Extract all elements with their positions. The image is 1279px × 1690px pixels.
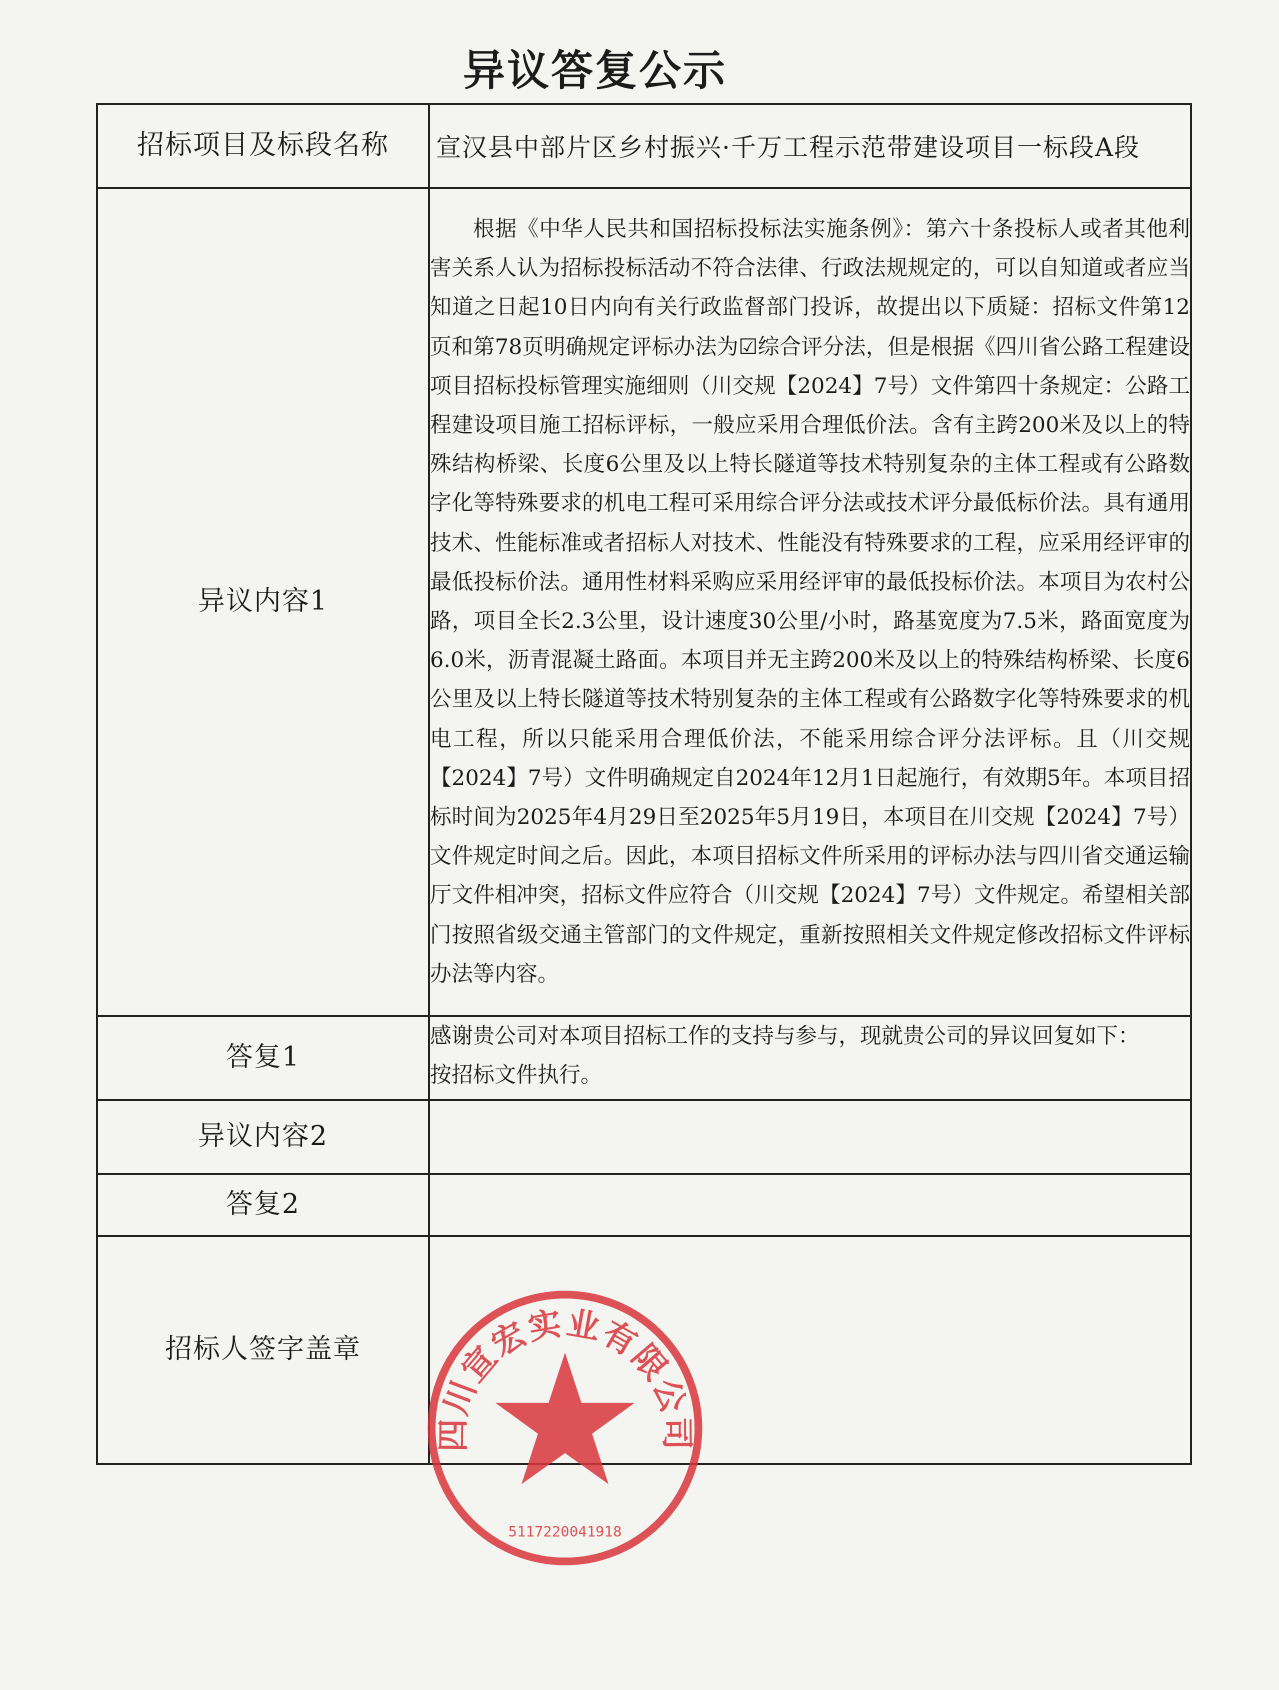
table-row-project (97, 104, 1191, 188)
objection1-text: 根据《中华人民共和国招标投标法实施条例》：第六十条投标人或者其他利害关系人认为招标投标活动不符合法律、行政法规规定的，可以自知道或者应当知道之日起10日内向有关行政监督部门投诉，故提出以下质疑：招标文件第12页和第78页明确规定评标办法为☑综合评分法，但是根据《四川省公路工程建设项目招标投标管理实施细则（川交规【2024】7号）文件第四十条规定：公路工程建设项目施工招标评标，一般应采用合理低价法。含有主跨200米及以上的特殊结构桥梁、长度6公里及以上特长隧道等技术特别复杂的主体工程或有公路数字化等特殊要求的机电工程可采用综合评分法或技术评分最低标价法。具有通用技术、性能标准或者招标人对技术、性能没有特殊要求的工程，应采用经评审的最低投标价法。通用性材料采购应采用经评审的最低投标价法。本项目为农村公路，项目全长2.3公里，设计速度30公里/小时，路基宽度为7.5米，路面宽度为6.0米，沥青混凝土路面。本项目并无主跨200米及以上的特殊结构桥梁、长度6公里及以上特长隧道等技术特别复杂的主体工程或有公路数字化等特殊要求的机电工程，所以只能采用合理低价法，不能采用综合评分法评标。且（川交规【2024】7号）文件明确规定自2024年12月1日起施行，有效期5年。本项目招标时间为2025年4月29日至2025年5月19日，本项目在川交规【2024】7号）文件规定时间之后。因此，本项目招标文件所采用的评标办法与四川省交通运输厅文件相冲突，招标文件应符合（川交规【2024】7号）文件规定。希望相关部门按照省级交通主管部门的文件规定，重新按照相关文件规定修改招标文件评标办法等内容。 (430, 216, 1190, 987)
reply1-line1: 感谢贵公司对本项目招标工作的支持与参与，现就贵公司的异议回复如下： (430, 1024, 1140, 1049)
objection2-label: 异议内容2 (97, 1100, 429, 1174)
reply2-cell (429, 1174, 1191, 1236)
page-title: 异议答复公示 (462, 46, 727, 95)
company-seal (420, 1283, 710, 1573)
seal-star-icon (495, 1353, 634, 1484)
signature-label: 招标人签字盖章 (97, 1236, 429, 1464)
seal-name-text: 四川宣宏实业有限公司 (433, 1303, 697, 1452)
objection2-cell (429, 1100, 1191, 1174)
table-row-reply1 (97, 1016, 1191, 1100)
reply2-label: 答复2 (97, 1174, 429, 1236)
objection1-label: 异议内容1 (97, 188, 429, 1016)
objection-table (96, 103, 1192, 1465)
project-name-label: 招标项目及标段名称 (97, 104, 429, 188)
company-seal-graphic (420, 1283, 710, 1573)
reply1-line2: 按招标文件执行。 (430, 1063, 603, 1088)
project-name-cell (429, 104, 1191, 188)
table-row-reply2 (97, 1174, 1191, 1236)
project-name-value: 宣汉县中部片区乡村振兴·千万工程示范带建设项目一标段A段 (436, 133, 1141, 162)
reply1-cell (429, 1016, 1191, 1100)
reply1-label: 答复1 (97, 1016, 429, 1100)
objection1-cell (429, 188, 1191, 1016)
seal-code-text: 5117220041918 (508, 1524, 622, 1541)
table-row-objection1 (97, 188, 1191, 1016)
table-row-objection2 (97, 1100, 1191, 1174)
